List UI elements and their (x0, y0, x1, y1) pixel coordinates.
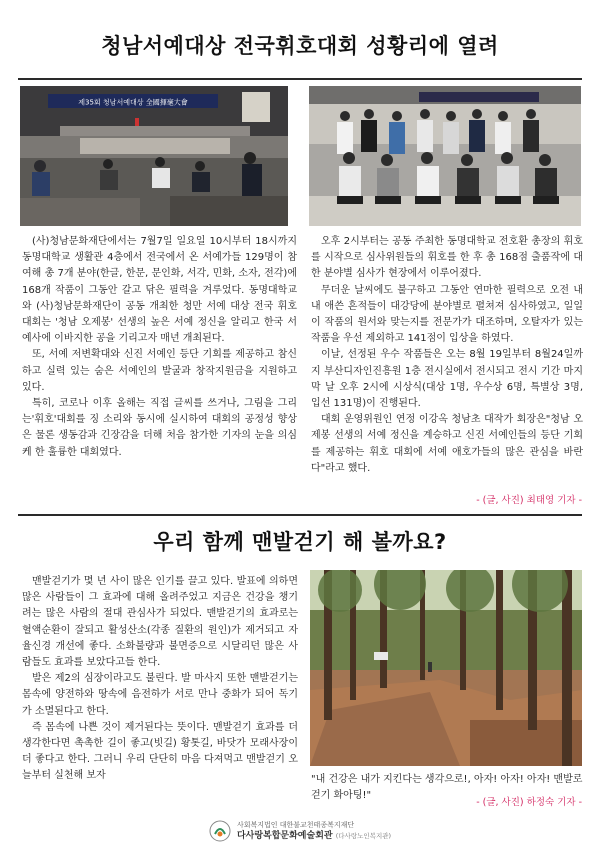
article1-left-paragraph: 또, 서예 저변확대와 신진 서예인 등단 기회를 제공하고 참신하고 실력 있는 숨은 서예인의 발굴과 창작지원금을 지원하고 있다. (22, 349, 297, 393)
article2-headline: 우리 함께 맨발걷기 해 볼까요? (153, 530, 447, 554)
article2-quote: "내 건강은 내가 지킨다는 생각으로!, 아자! 아자! 아자! 맨발로 걷기 화아팅!" (311, 774, 583, 801)
judges-group-photo (309, 86, 581, 226)
footer-text (237, 820, 391, 842)
article2-paragraph: 발은 제2의 심장이라고도 불린다. 발 마사지 또한 맨발걷기는 몸속에 양전하와 땅속에 음전하가 서로 만나 중화가 되어 독기가 소멸된다고 한다. (22, 673, 298, 717)
article2-rule (18, 514, 582, 516)
article2-paragraph: 맨발걷기가 몇 년 사이 많은 인기를 끌고 있다. 발표에 의하면 많은 사람들이 그 효과에 대해 올려주었고 지금은 건강을 챙기려는 많은 사람의 절대 관심사가 되었다. 맨발걷기의 효과로는 혈액순환이 잘되고 활성산소(각종 질환의 원인)가 제거되고 자율신경 개선에 좋다. 소화불량과 불면증으로 시달리던 많은 사람들도 효과를 보았다고들 한다. (22, 576, 298, 669)
article1-credit: - (글, 사진) 최태영 기자 - (476, 495, 582, 506)
footer-foundation-name: 사회복지법인 대한불교천태종복지재단 (236, 821, 355, 829)
forest-barefoot-path-photo (310, 570, 582, 766)
article1-right-paragraph: 이날, 선정된 우수 작품들은 오는 8월 19일부터 8월24일까지 부산디자인진흥원 1층 전시실에서 전시되고 전시 기간 마지막 날 오후 2시에 시상식(대상 1명, 우수상 6명, 특별상 3명, 입선 131명)이 진행된다. (311, 349, 583, 410)
article1-left-column (22, 234, 297, 461)
article1-left-paragraph: 특히, 코로나 이후 올해는 직접 글씨를 쓰거나, 그림을 그리는'휘호'대회를 징 소리와 동시에 실시하여 대회의 공정성 향상은 물론 생동감과 긴장감을 더해 처음 참가한 기자의 눈을 의심케 한 훌륭한 대회였다. (22, 398, 297, 458)
article1-headline: 청남서예대상 전국휘호대회 성황리에 열려 (101, 34, 499, 58)
article1-right-column (311, 234, 583, 477)
banner-text: 제35회 청남서예대상 全國揮毫大會 (78, 98, 188, 107)
article1-right-paragraph: 무더운 날씨에도 불구하고 그동안 연마한 필력으로 오전 내내 애쓴 흔적들이 대강당에 분야별로 펼쳐져 심사하였고, 일일이 작품의 원서와 맞는지를 전문가가 대조하며, 오탈자가 있는 작품을 우선 제외하고 141점이 입상을 하였다. (311, 284, 583, 345)
article2-column (22, 574, 298, 785)
article2-credit: - (글, 사진) 하정숙 기자 - (476, 797, 582, 808)
calligraphy-contest-hall-photo (20, 86, 288, 226)
article1-rule (18, 78, 582, 80)
article2-paragraph: 즉 몸속에 나쁜 것이 제거된다는 뜻이다. 맨발걷기 효과를 더 생각한다면 촉촉한 길이 좋고(빗길) 황톳길, 바닷가 모래사장이 더 좋다고 한다. 그러니 우리 단단히 마음 다져먹고 맨발걷기 오늘부터 실천해 보자 (22, 721, 298, 782)
footer (0, 814, 600, 848)
footer-center-name (237, 831, 391, 842)
article1-left-paragraph: (사)청남문화재단에서는 7월7일 일요일 10시부터 18시까지 동명대학교 생활관 4층에서 전국에서 온 서예가들 129명이 참여해 총 7개 분야(한글, 한문, 문인화, 서각, 민화, 소자, 전각)에 168개 작품이 그동안 갈고 닦은 필력을 겨루었다. 동명대학교와 (사)청남문화재단이 공동 개최한 청만 서예 대상 전국 휘호 대회는 '청남 오제봉' 선생의 높은 서예 정신을 알리고 한국 서예사에 이바지한 공을 기리고자 매년 개최된다. (22, 236, 297, 345)
footer-center-main: 다사랑복합문화예술회관 (236, 831, 333, 841)
organization-logo-icon (209, 820, 231, 842)
footer-center-sub: (다사랑노인복지관) (335, 832, 392, 840)
article1-right-paragraph: 대회 운영위원인 연정 이강옥 청남초 대작가 회장은"청남 오제봉 선생의 서예 정신을 계승하고 신진 서예인들의 등단 기회를 제공하는 휘호 대회에 서예 애호가들의 많은 관심을 바란다"라고 했다. (311, 414, 583, 474)
article1-right-paragraph: 오후 2시부터는 공동 주최한 동명대학교 전호환 총장의 휘호를 시작으로 심사위원들의 휘호를 한 후 총 168점 출품작에 대한 분야별 심사가 현장에서 이루어졌다. (311, 236, 583, 280)
